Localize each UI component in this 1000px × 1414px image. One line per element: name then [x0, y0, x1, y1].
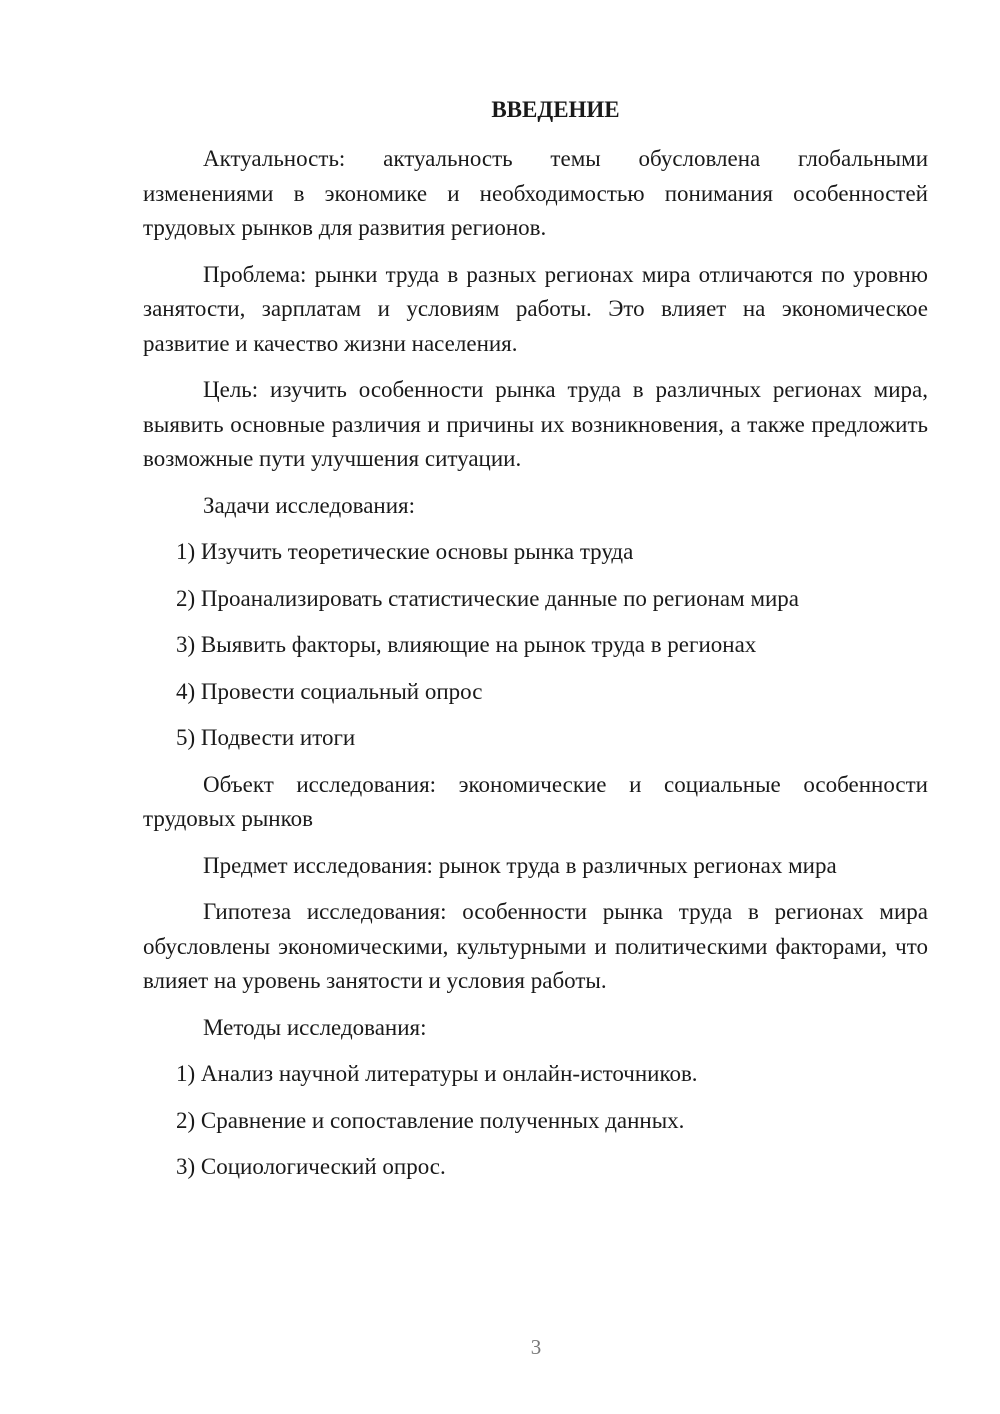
- list-item: 1) Анализ научной литературы и онлайн-источников.: [176, 1061, 698, 1086]
- list-item: 2) Сравнение и сопоставление полученных данных.: [176, 1107, 685, 1133]
- list-item: 5) Подвести итоги: [176, 725, 356, 750]
- tasks-list: [143, 535, 928, 756]
- methods-list: [143, 1057, 928, 1185]
- list-item: 3) Социологический опрос.: [176, 1154, 446, 1179]
- paragraph-goal: Цель: изучить особенности рынка труда в различных регионах мира, выявить основные различия и причины их возникновения, а также предложить возможные пути улучшения ситуации.: [143, 377, 928, 471]
- paragraph-subject: Предмет исследования: рынок труда в различных регионах мира: [203, 852, 837, 878]
- page-number: 3: [530, 1335, 542, 1359]
- paragraph-object: Объект исследования: экономические и социальные особенности трудовых рынков: [143, 771, 928, 831]
- paragraph-hypothesis: Гипотеза исследования: особенности рынка труда в регионах мира обусловлены экономическими, культурными и политическими факторами, что влияет на уровень занятости и условия работы.: [143, 899, 928, 993]
- list-item: 1) Изучить теоретические основы рынка труда: [176, 539, 634, 564]
- methods-heading: Методы исследования:: [203, 1014, 427, 1040]
- list-item: 2) Проанализировать статистические данные по регионам мира: [176, 585, 800, 611]
- list-item: 4) Провести социальный опрос: [176, 678, 483, 704]
- list-item: 3) Выявить факторы, влияющие на рынок труда в регионах: [176, 632, 757, 657]
- section-title: ВВЕДЕНИЕ: [491, 97, 620, 122]
- paragraph-relevance: Актуальность: актуальность темы обусловлена глобальными изменениями в экономике и необходимостью понимания особенностей трудовых рынков для развития регионов.: [143, 146, 928, 240]
- paragraph-problem: Проблема: рынки труда в разных регионах мира отличаются по уровню занятости, зарплатам и условиям работы. Это влияет на экономическое развитие и качество жизни населения.: [143, 261, 928, 356]
- page-content: [143, 94, 928, 1197]
- tasks-heading: Задачи исследования:: [203, 492, 416, 518]
